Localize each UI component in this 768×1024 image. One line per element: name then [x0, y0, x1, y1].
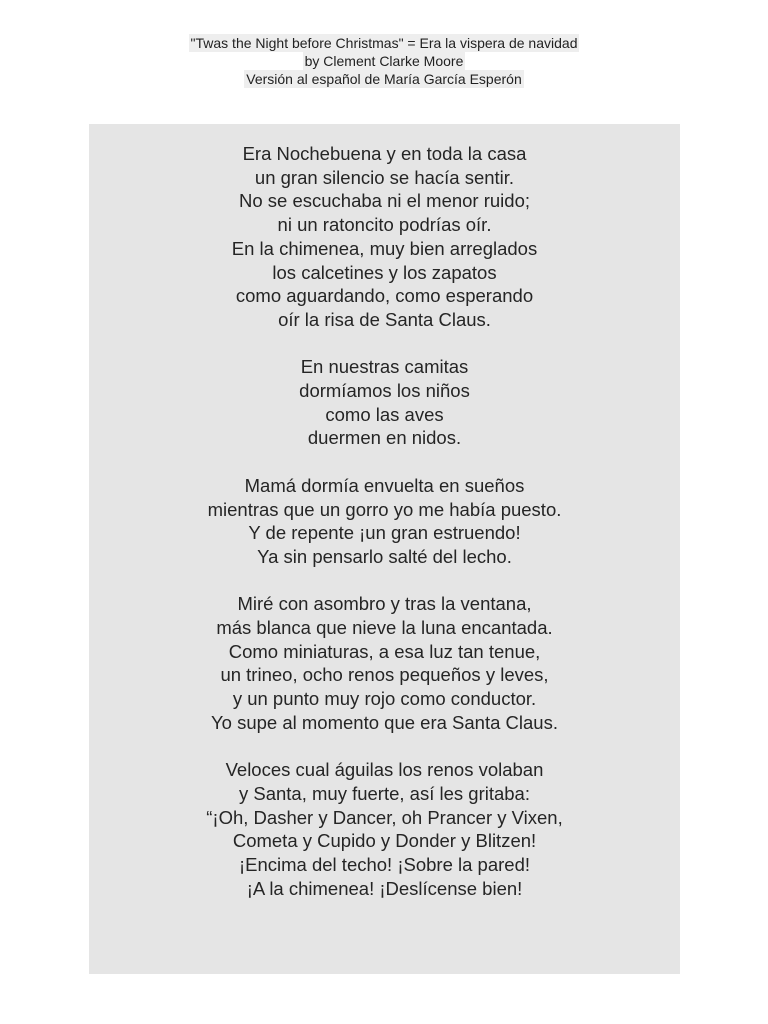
translation-credit: Versión al español de María García Esperón: [246, 71, 522, 87]
poem-verse: “¡Oh, Dasher y Dancer, oh Prancer y Vixen,: [206, 806, 563, 828]
poem-verse: Y de repente ¡un gran estruendo!: [248, 522, 521, 544]
poem-verse: No se escuchaba ni el menor ruido;: [238, 190, 531, 212]
poem-title: "Twas the Night before Christmas" = Era la vispera de navidad: [190, 35, 578, 51]
poem-verse: Yo supe al momento que era Santa Claus.: [211, 711, 558, 733]
poem-verse: ¡Encima del techo! ¡Sobre la pared!: [238, 854, 530, 876]
poem-verse: Era Nochebuena y en toda la casa: [242, 143, 527, 164]
poem-verse: En la chimenea, muy bien arreglados: [231, 237, 538, 259]
poem-verse: un gran silencio se hacía sentir.: [254, 166, 515, 188]
poem-verse: mientras que un gorro yo me había puesto.: [207, 498, 562, 520]
poem-verse: Ya sin pensarlo salté del lecho.: [257, 545, 512, 567]
poem-verse: un trineo, ocho renos pequeños y leves,: [220, 664, 549, 686]
poem-body: [89, 142, 680, 924]
poem-stanza: [89, 592, 680, 734]
poem-verse: En nuestras camitas: [300, 356, 469, 378]
poem-verse: Como miniaturas, a esa luz tan tenue,: [228, 640, 541, 662]
poem-stanza: [89, 355, 680, 450]
poem-stanza: [89, 142, 680, 332]
poem-stanza: [89, 758, 680, 900]
poem-verse: y Santa, muy fuerte, así les gritaba:: [238, 782, 530, 804]
poem-verse: Cometa y Cupido y Donder y Blitzen!: [232, 830, 537, 852]
poem-verse: ni un ratoncito podrías oír.: [277, 214, 492, 236]
poem-verse: Mamá dormía envuelta en sueños: [244, 474, 525, 496]
poem-stanza: [89, 474, 680, 569]
poem-author: by Clement Clarke Moore: [304, 53, 464, 69]
poem-verse: como las aves: [325, 403, 444, 425]
poem-verse: como aguardando, como esperando: [235, 285, 534, 307]
poem-verse: duermen en nidos.: [307, 427, 462, 449]
document-header: [0, 34, 768, 88]
poem-verse: Veloces cual águilas los renos volaban: [225, 759, 544, 781]
poem-verse: ¡A la chimenea! ¡Deslícense bien!: [246, 877, 523, 899]
poem-verse: más blanca que nieve la luna encantada.: [216, 617, 553, 639]
poem-verse: Miré con asombro y tras la ventana,: [237, 593, 532, 615]
poem-verse: y un punto muy rojo como conductor.: [232, 688, 537, 710]
poem-verse: dormíamos los niños: [299, 380, 470, 402]
poem-verse: los calcetines y los zapatos: [272, 261, 497, 283]
poem-verse: oír la risa de Santa Claus.: [278, 308, 491, 330]
